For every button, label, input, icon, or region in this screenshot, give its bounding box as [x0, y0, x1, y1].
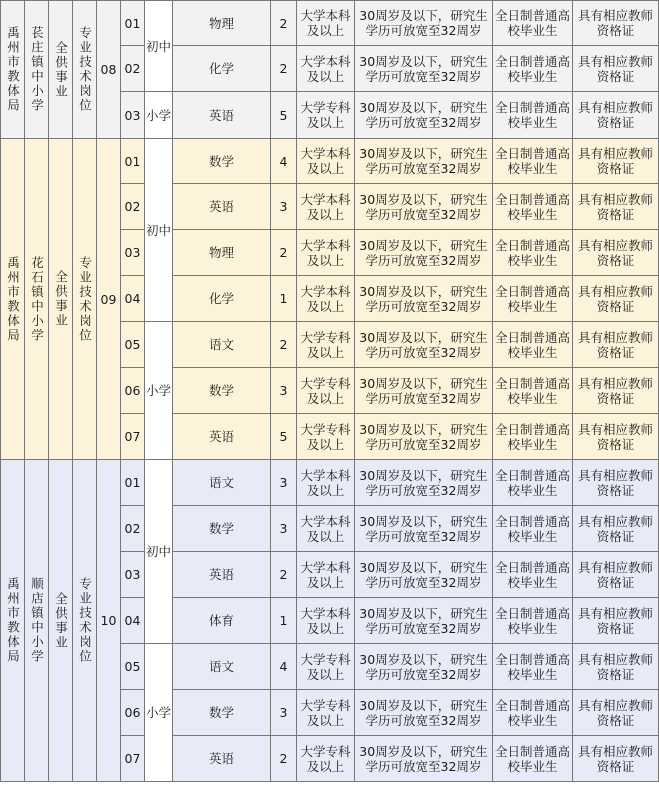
position-number-cell: 06	[121, 368, 145, 414]
candidate-source-cell: 全日制普通高校毕业生	[493, 644, 573, 690]
candidate-source-cell: 全日制普通高校毕业生	[493, 736, 573, 782]
headcount-cell: 2	[271, 46, 297, 92]
subject-cell: 英语	[173, 736, 271, 782]
school-level-cell: 小学	[145, 644, 173, 782]
position-number-cell: 02	[121, 46, 145, 92]
education-cell: 大学本科及以上	[297, 139, 355, 184]
nature-cell-text: 全供事业	[53, 270, 69, 328]
age-requirement-cell: 30周岁及以下，研究生学历可放宽至32周岁	[355, 552, 493, 598]
position-number-cell: 07	[121, 414, 145, 460]
subject-cell: 英语	[173, 184, 271, 230]
position-number-cell: 01	[121, 460, 145, 506]
age-requirement-cell: 30周岁及以下，研究生学历可放宽至32周岁	[355, 506, 493, 552]
headcount-cell: 1	[271, 598, 297, 644]
education-cell: 大学专科及以上	[297, 92, 355, 139]
certificate-cell: 具有相应教师资格证	[573, 552, 659, 598]
education-cell: 大学专科及以上	[297, 414, 355, 460]
nature-cell	[49, 139, 73, 460]
age-requirement-cell: 30周岁及以下，研究生学历可放宽至32周岁	[355, 598, 493, 644]
candidate-source-cell: 全日制普通高校毕业生	[493, 322, 573, 368]
dept-cell-text: 禹州市教体局	[5, 26, 21, 113]
table-body	[1, 1, 659, 782]
candidate-source-cell: 全日制普通高校毕业生	[493, 368, 573, 414]
post-type-cell-text: 专业技术岗位	[77, 255, 93, 343]
table-row	[1, 460, 659, 506]
school-cell	[25, 460, 49, 782]
candidate-source-cell: 全日制普通高校毕业生	[493, 598, 573, 644]
education-cell: 大学专科及以上	[297, 644, 355, 690]
education-cell: 大学专科及以上	[297, 690, 355, 736]
education-cell: 大学本科及以上	[297, 230, 355, 276]
education-cell: 大学本科及以上	[297, 1, 355, 46]
candidate-source-cell: 全日制普通高校毕业生	[493, 139, 573, 184]
candidate-source-cell: 全日制普通高校毕业生	[493, 1, 573, 46]
school-level-cell: 初中	[145, 460, 173, 644]
candidate-source-cell: 全日制普通高校毕业生	[493, 552, 573, 598]
candidate-source-cell: 全日制普通高校毕业生	[493, 276, 573, 322]
position-number-cell: 04	[121, 598, 145, 644]
education-cell: 大学本科及以上	[297, 184, 355, 230]
candidate-source-cell: 全日制普通高校毕业生	[493, 92, 573, 139]
post-type-cell-text: 专业技术岗位	[77, 26, 93, 113]
dept-cell-text: 禹州市教体局	[5, 577, 21, 664]
position-number-cell: 02	[121, 184, 145, 230]
subject-cell: 数学	[173, 139, 271, 184]
post-type-cell	[73, 139, 97, 460]
education-cell: 大学专科及以上	[297, 736, 355, 782]
candidate-source-cell: 全日制普通高校毕业生	[493, 460, 573, 506]
candidate-source-cell: 全日制普通高校毕业生	[493, 690, 573, 736]
age-requirement-cell: 30周岁及以下，研究生学历可放宽至32周岁	[355, 184, 493, 230]
dept-cell	[1, 139, 25, 460]
certificate-cell: 具有相应教师资格证	[573, 506, 659, 552]
school-cell-text: 顺店镇中小学	[29, 577, 45, 664]
school-cell	[25, 1, 49, 139]
age-requirement-cell: 30周岁及以下，研究生学历可放宽至32周岁	[355, 368, 493, 414]
education-cell: 大学专科及以上	[297, 322, 355, 368]
headcount-cell: 2	[271, 322, 297, 368]
certificate-cell: 具有相应教师资格证	[573, 414, 659, 460]
subject-cell: 英语	[173, 92, 271, 139]
education-cell: 大学本科及以上	[297, 276, 355, 322]
certificate-cell: 具有相应教师资格证	[573, 736, 659, 782]
school-cell	[25, 139, 49, 460]
age-requirement-cell: 30周岁及以下，研究生学历可放宽至32周岁	[355, 46, 493, 92]
nature-cell-text: 全供事业	[53, 40, 69, 99]
age-requirement-cell: 30周岁及以下，研究生学历可放宽至32周岁	[355, 414, 493, 460]
headcount-cell: 3	[271, 460, 297, 506]
post-type-cell	[73, 1, 97, 139]
nature-cell-text: 全供事业	[53, 591, 69, 650]
certificate-cell: 具有相应教师资格证	[573, 92, 659, 139]
age-requirement-cell: 30周岁及以下，研究生学历可放宽至32周岁	[355, 1, 493, 46]
headcount-cell: 4	[271, 139, 297, 184]
certificate-cell: 具有相应教师资格证	[573, 460, 659, 506]
position-number-cell: 05	[121, 644, 145, 690]
subject-cell: 数学	[173, 506, 271, 552]
subject-cell: 化学	[173, 46, 271, 92]
table-row	[1, 1, 659, 46]
education-cell: 大学本科及以上	[297, 460, 355, 506]
certificate-cell: 具有相应教师资格证	[573, 46, 659, 92]
headcount-cell: 2	[271, 1, 297, 46]
school-level-cell: 小学	[145, 92, 173, 139]
subject-cell: 数学	[173, 690, 271, 736]
subject-cell: 语文	[173, 460, 271, 506]
subject-cell: 体育	[173, 598, 271, 644]
age-requirement-cell: 30周岁及以下，研究生学历可放宽至32周岁	[355, 690, 493, 736]
candidate-source-cell: 全日制普通高校毕业生	[493, 414, 573, 460]
certificate-cell: 具有相应教师资格证	[573, 139, 659, 184]
dept-cell-text: 禹州市教体局	[5, 255, 21, 343]
post-type-cell	[73, 460, 97, 782]
subject-cell: 物理	[173, 1, 271, 46]
table-row	[1, 139, 659, 184]
headcount-cell: 5	[271, 414, 297, 460]
nature-cell	[49, 460, 73, 782]
candidate-source-cell: 全日制普通高校毕业生	[493, 46, 573, 92]
age-requirement-cell: 30周岁及以下，研究生学历可放宽至32周岁	[355, 460, 493, 506]
subject-cell: 化学	[173, 276, 271, 322]
post-code-cell: 09	[97, 139, 121, 460]
subject-cell: 物理	[173, 230, 271, 276]
headcount-cell: 3	[271, 506, 297, 552]
headcount-cell: 4	[271, 644, 297, 690]
position-number-cell: 07	[121, 736, 145, 782]
position-number-cell: 03	[121, 230, 145, 276]
certificate-cell: 具有相应教师资格证	[573, 368, 659, 414]
headcount-cell: 3	[271, 690, 297, 736]
education-cell: 大学本科及以上	[297, 506, 355, 552]
age-requirement-cell: 30周岁及以下，研究生学历可放宽至32周岁	[355, 736, 493, 782]
headcount-cell: 3	[271, 368, 297, 414]
age-requirement-cell: 30周岁及以下，研究生学历可放宽至32周岁	[355, 230, 493, 276]
headcount-cell: 2	[271, 230, 297, 276]
candidate-source-cell: 全日制普通高校毕业生	[493, 184, 573, 230]
position-number-cell: 03	[121, 552, 145, 598]
certificate-cell: 具有相应教师资格证	[573, 230, 659, 276]
certificate-cell: 具有相应教师资格证	[573, 276, 659, 322]
certificate-cell: 具有相应教师资格证	[573, 184, 659, 230]
post-code-cell: 10	[97, 460, 121, 782]
certificate-cell: 具有相应教师资格证	[573, 1, 659, 46]
education-cell: 大学本科及以上	[297, 598, 355, 644]
candidate-source-cell: 全日制普通高校毕业生	[493, 506, 573, 552]
age-requirement-cell: 30周岁及以下，研究生学历可放宽至32周岁	[355, 322, 493, 368]
headcount-cell: 2	[271, 552, 297, 598]
headcount-cell: 1	[271, 276, 297, 322]
age-requirement-cell: 30周岁及以下，研究生学历可放宽至32周岁	[355, 139, 493, 184]
certificate-cell: 具有相应教师资格证	[573, 690, 659, 736]
subject-cell: 数学	[173, 368, 271, 414]
position-number-cell: 01	[121, 1, 145, 46]
position-number-cell: 01	[121, 139, 145, 184]
school-level-cell: 初中	[145, 139, 173, 322]
dept-cell	[1, 460, 25, 782]
post-code-cell: 08	[97, 1, 121, 139]
subject-cell: 语文	[173, 644, 271, 690]
position-number-cell: 06	[121, 690, 145, 736]
candidate-source-cell: 全日制普通高校毕业生	[493, 230, 573, 276]
school-cell-text: 苌庄镇中小学	[29, 26, 45, 113]
headcount-cell: 5	[271, 92, 297, 139]
headcount-cell: 2	[271, 736, 297, 782]
position-number-cell: 03	[121, 92, 145, 139]
certificate-cell: 具有相应教师资格证	[573, 322, 659, 368]
nature-cell	[49, 1, 73, 139]
dept-cell	[1, 1, 25, 139]
subject-cell: 英语	[173, 414, 271, 460]
school-level-cell: 初中	[145, 1, 173, 92]
education-cell: 大学专科及以上	[297, 368, 355, 414]
post-type-cell-text: 专业技术岗位	[77, 577, 93, 664]
age-requirement-cell: 30周岁及以下，研究生学历可放宽至32周岁	[355, 92, 493, 139]
subject-cell: 英语	[173, 552, 271, 598]
certificate-cell: 具有相应教师资格证	[573, 644, 659, 690]
school-cell-text: 花石镇中小学	[29, 255, 45, 343]
certificate-cell: 具有相应教师资格证	[573, 598, 659, 644]
age-requirement-cell: 30周岁及以下，研究生学历可放宽至32周岁	[355, 276, 493, 322]
education-cell: 大学本科及以上	[297, 46, 355, 92]
school-level-cell: 小学	[145, 322, 173, 460]
position-number-cell: 04	[121, 276, 145, 322]
subject-cell: 语文	[173, 322, 271, 368]
age-requirement-cell: 30周岁及以下，研究生学历可放宽至32周岁	[355, 644, 493, 690]
headcount-cell: 3	[271, 184, 297, 230]
education-cell: 大学本科及以上	[297, 552, 355, 598]
position-number-cell: 05	[121, 322, 145, 368]
position-number-cell: 02	[121, 506, 145, 552]
